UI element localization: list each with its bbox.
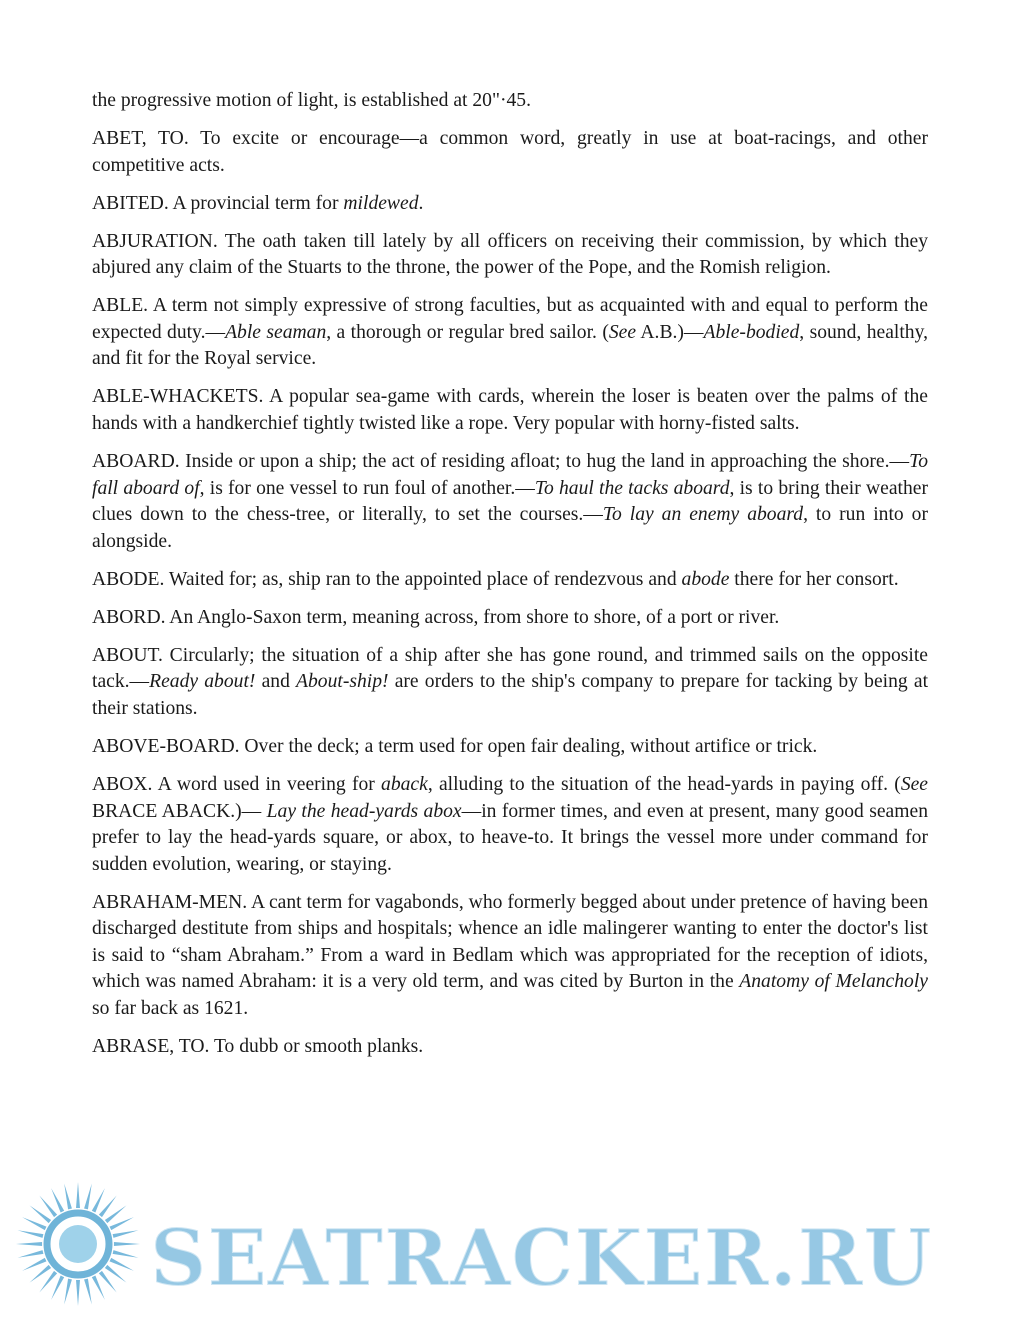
- dictionary-entry: ABODE. Waited for; as, ship ran to the appointed place of rendezvous and abode there for her consort.: [92, 568, 899, 590]
- dictionary-entry: ABRASE, TO. To dubb or smooth planks.: [92, 1035, 424, 1057]
- dictionary-entry: ABJURATION. The oath taken till lately by all officers on receiving their commission, by which they abjured any claim of the Stuarts to the throne, the power of the Pope, and the Romish religion.: [92, 230, 928, 279]
- dictionary-entry: ABOARD. Inside or upon a ship; the act of residing afloat; to hug the land in approaching the shore.—To fall aboard of, is for one vessel to run foul of another.—To haul the tacks aboard, is to bring their weather clues down to the chess-tree, or literally, to set the courses.—To lay an enemy aboard, to run into or alongside.: [92, 451, 928, 552]
- dictionary-entry: ABOVE-BOARD. Over the deck; a term used for open fair dealing, without artifice or trick.: [92, 735, 818, 757]
- dictionary-entry: ABITED. A provincial term for mildewed.: [92, 192, 424, 214]
- dictionary-entry: ABORD. An Anglo-Saxon term, meaning across, from shore to shore, of a port or river.: [92, 606, 780, 628]
- dictionary-entry: ABRAHAM-MEN. A cant term for vagabonds, who formerly begged about under pretence of having been discharged destitute from ships and hospitals; whence an idle malingerer wanting to enter the doctor's list is said to “sham Abraham.” From a ward in Bedlam which was appropriated for the reception of idiots, which was named Abraham: it is a very old term, and was cited by Burton in the Anatomy of Melancholy so far back as 1621.: [92, 891, 928, 1019]
- dictionary-entry: ABLE-WHACKETS. A popular sea-game with cards, wherein the loser is beaten over the palms of the hands with a handkerchief tightly twisted like a rope. Very popular with horny-fisted salts.: [92, 386, 928, 434]
- dictionary-entry: the progressive motion of light, is established at 20"·45.: [92, 90, 531, 111]
- dictionary-entry: ABLE. A term not simply expressive of strong faculties, but as acquainted with and equal to perform the expected duty.—Able seaman, a thorough or regular bred sailor. (See A.B.)—Able-bodied, sound, healthy, and fit for the Royal service.: [92, 295, 928, 370]
- watermark-text: SEATRACKER.RU: [150, 1213, 933, 1304]
- dictionary-entry: ABOX. A word used in veering for aback, alluding to the situation of the head-yards in paying off. (See BRACE ABACK.)— Lay the head-yards abox—in former times, and even at present, many good seamen prefer to lay the head-yards square, or abox, to heave-to. It brings the vessel more under command for sudden evolution, wearing, or staying.: [92, 773, 929, 875]
- dictionary-entry: ABOUT. Circularly; the situation of a ship after she has gone round, and trimmed sails on the opposite tack.—Ready about! and About-ship! are orders to the ship's company to prepare for tacking by being at their stations.: [92, 644, 929, 719]
- dictionary-entry: ABET, TO. To excite or encourage—a common word, greatly in use at boat-racings, and other competitive acts.: [92, 128, 928, 176]
- dictionary-entry-list: [92, 88, 928, 1060]
